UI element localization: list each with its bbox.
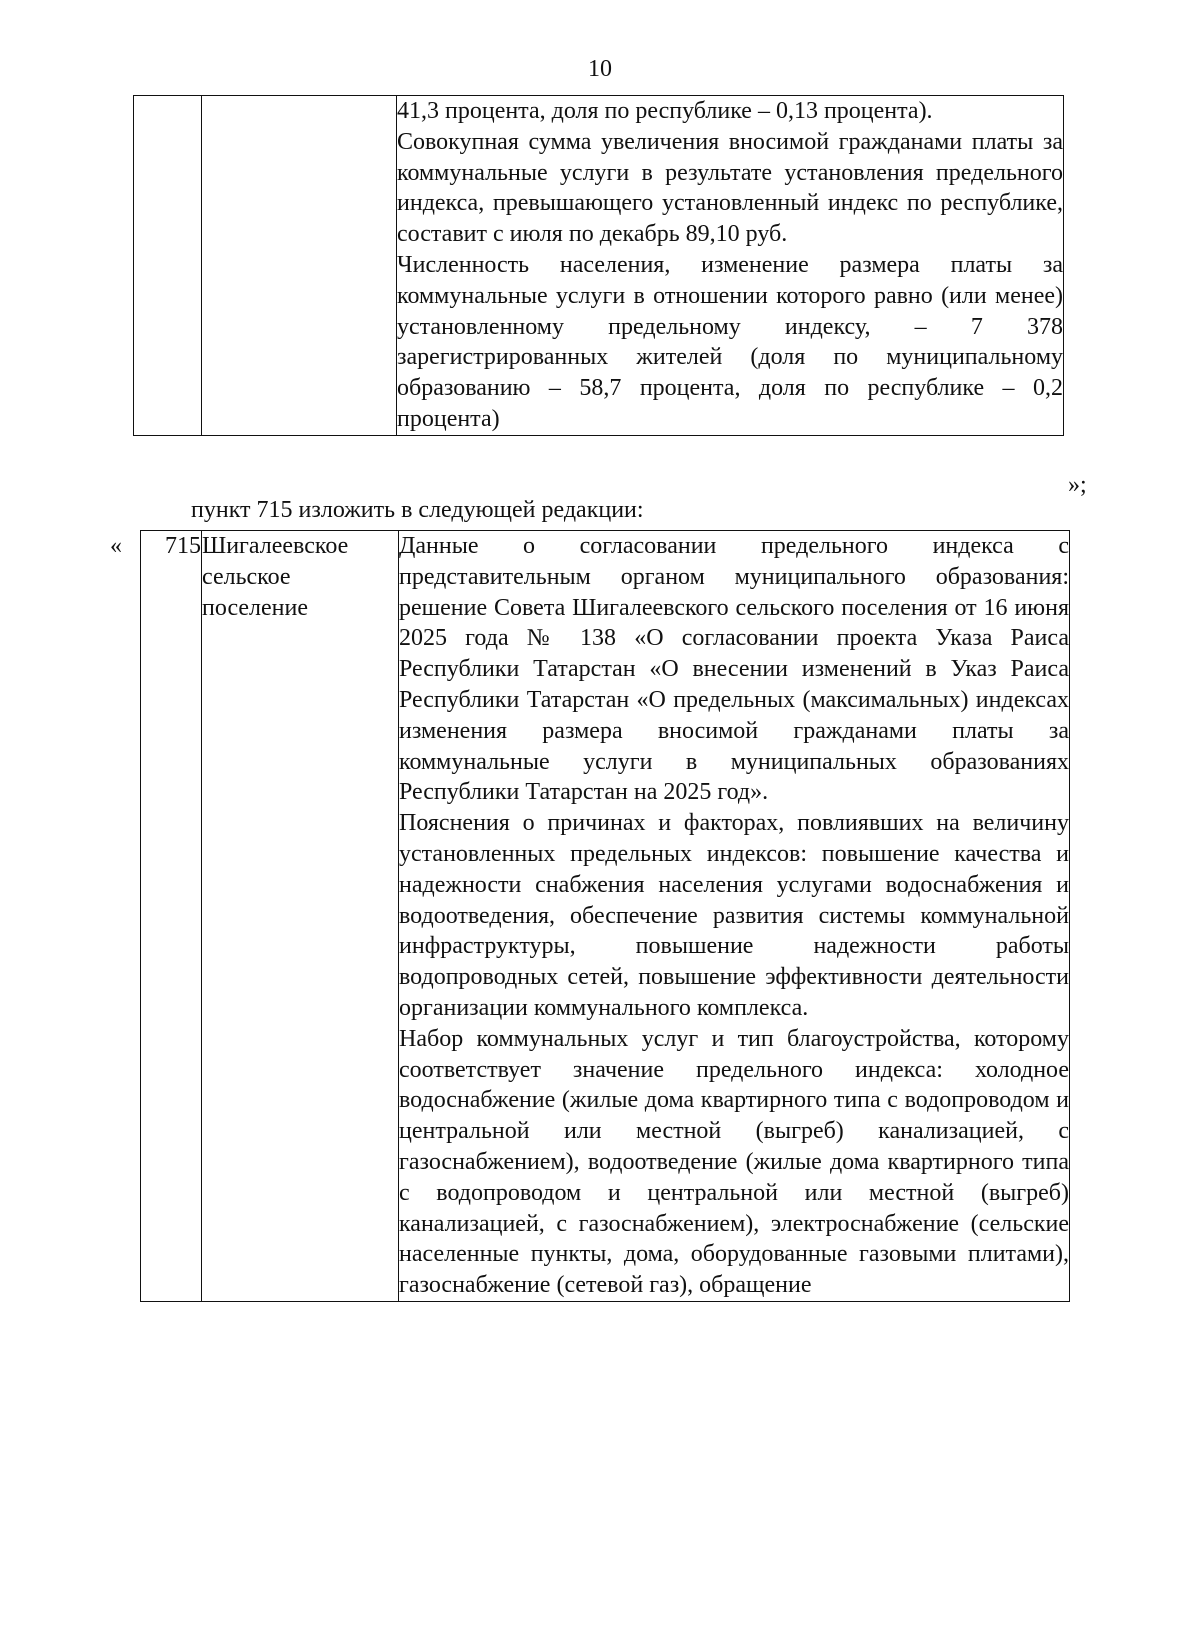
- paragraph: Набор коммунальных услуг и тип благоустройства, которому соответствует значение предельного индекса: холодное водоснабжение (жилые дома квартирного типа с водопроводом и центральной или местной (выгреб) канализацией, с газоснабжением), водоотведение (жилые дома квартирного типа с водопроводом и центральной или местной (выгреб) канализацией, с газоснабжением), электроснабжение (сельские населенные пункты, дома, оборудованные газовыми плитами), газоснабжение (сетевой газ), обращение: [399, 1025, 1069, 1299]
- text-cell: [397, 96, 1064, 436]
- number-cell: [134, 96, 202, 436]
- amended-item-table: [140, 530, 1070, 1302]
- paragraph: 41,3 процента, доля по республике – 0,13 процента).: [397, 98, 933, 124]
- item-number: 715: [141, 531, 202, 1302]
- municipality-name: Шигалеевское сельское поселение: [202, 531, 399, 1302]
- text-cell: [399, 531, 1070, 1302]
- name-cell: [202, 96, 397, 436]
- closing-quote: »;: [1068, 472, 1087, 498]
- page-number: 10: [588, 56, 612, 82]
- table-row: [134, 96, 1064, 436]
- paragraph: Совокупная сумма увеличения вносимой гражданами платы за коммунальные услуги в результате установления предельного индекса, превышающего установленный индекс по республике, составит с июля по декабрь 89,10 руб.: [397, 128, 1063, 248]
- amendment-instruction: пункт 715 изложить в следующей редакции:: [191, 497, 644, 523]
- paragraph: Численность населения, изменение размера платы за коммунальные услуги в отношении которого равно (или менее) установленному предельному индексу, – 7 378 зарегистрированных жителей (доля по муниципальному образованию – 58,7 процента, доля по республике – 0,2 процента): [397, 251, 1063, 432]
- opening-quote: «: [110, 533, 122, 559]
- paragraph: Пояснения о причинах и факторах, повлиявших на величину установленных предельных индексов: повышение качества и надежности снабжения населения услугами водоснабжения и водоотведения, обеспечение развития системы коммунальной инфраструктуры, повышение надежности работы водопроводных сетей, повышение эффективности деятельности организации коммунального комплекса.: [399, 810, 1069, 1021]
- continued-table: [133, 95, 1064, 436]
- paragraph: Данные о согласовании предельного индекса с представительным органом муниципального образования: решение Совета Шигалеевского сельского поселения от 16 июня 2025 года № 138 «О согласовании проекта Указа Раиса Республики Татарстан «О внесении изменений в Указ Раиса Республики Татарстан «О предельных (максимальных) индексах изменения размера вносимой гражданами платы за коммунальные услуги в муниципальных образованиях Республики Татарстан на 2025 год».: [399, 533, 1069, 806]
- table-row: [141, 531, 1070, 1302]
